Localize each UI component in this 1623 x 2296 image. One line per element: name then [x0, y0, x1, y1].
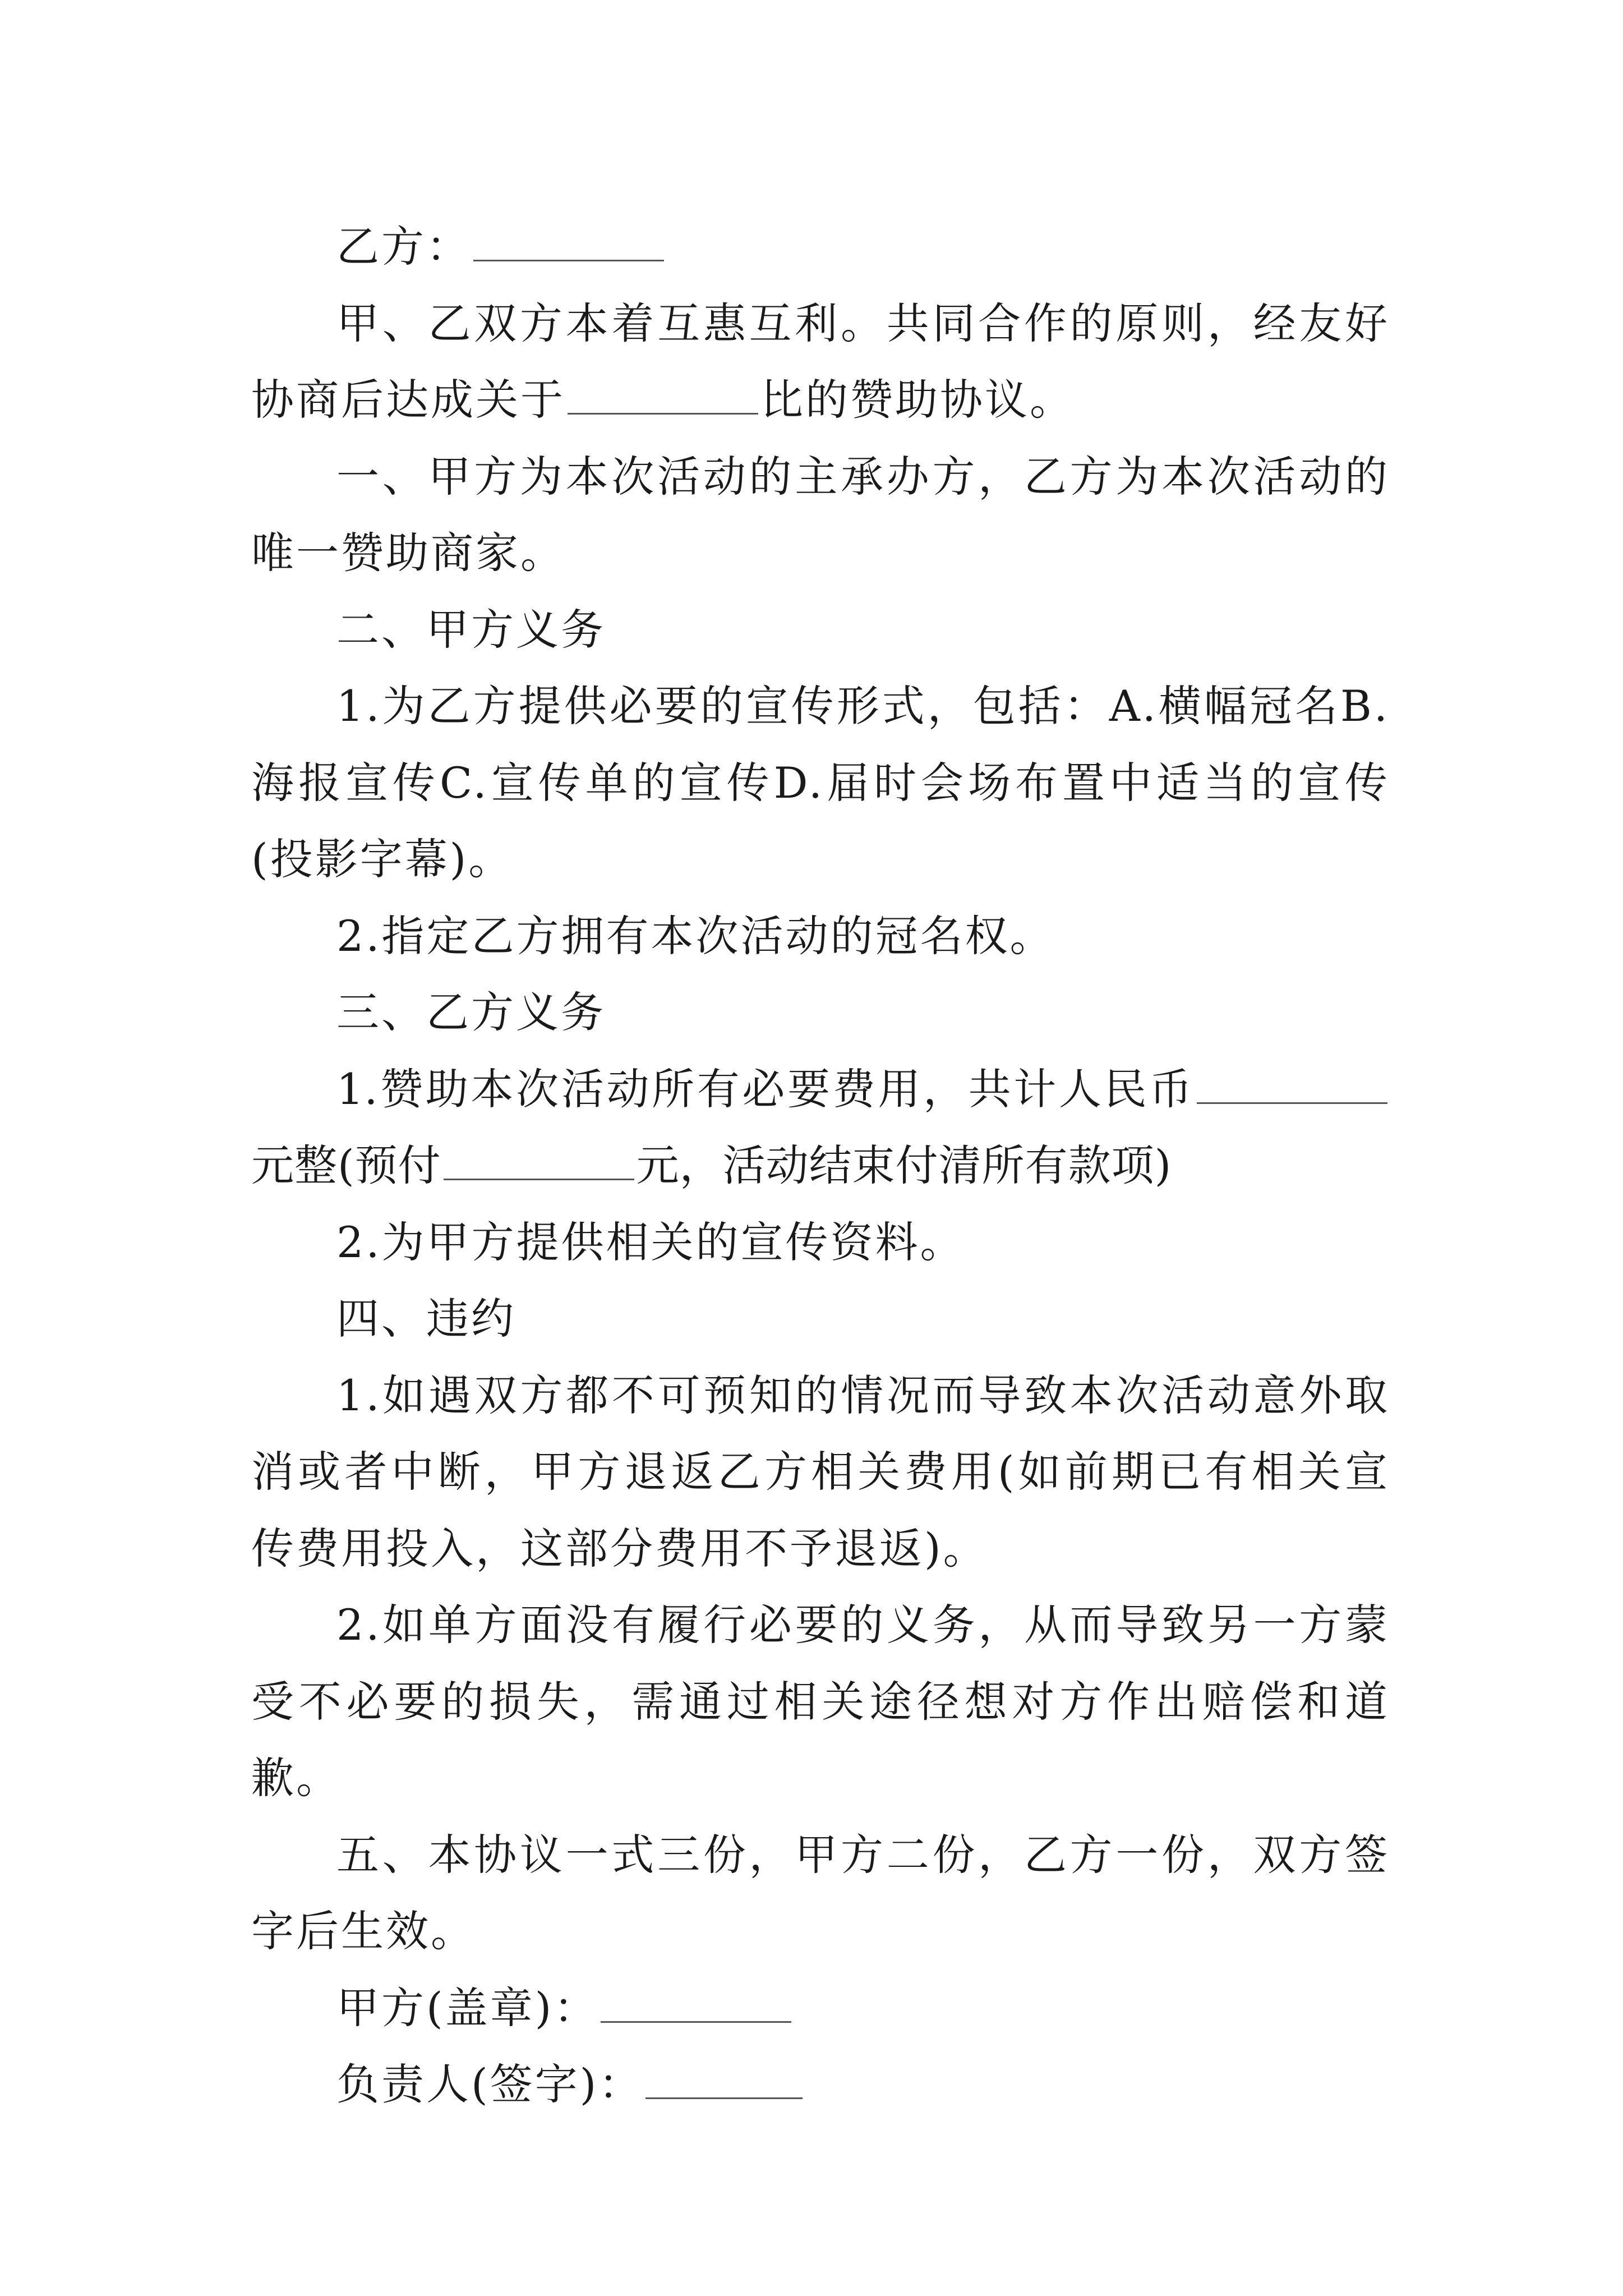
sign-person-line: [251, 2046, 1390, 2123]
total-amount-blank: [1197, 1064, 1387, 1103]
clause-3-1-text-c: 元，活动结束付清所有款项): [636, 1140, 1172, 1190]
clause-3-1-text-b: 元整(预付: [251, 1140, 441, 1190]
sign-party-a-label: 甲方(盖章)：: [336, 1982, 599, 2033]
person-signature-blank: [645, 2059, 803, 2099]
party-b-blank: [473, 222, 664, 261]
clause-2-2: 2.指定乙方拥有本次活动的冠名权。: [336, 910, 1055, 961]
clause-4-1: 1.如遇双方都不可预知的情况而导致本次活动意外取消或者中断，甲方退返乙方相关费用(如前期已有相关宣传费用投入，这部分费用不予退返)。: [251, 1370, 1390, 1573]
clause-4-2: 2.如单方面没有履行必要的义务，从而导致另一方蒙受不必要的损失，需通过相关途径想对方作出赔偿和道歉。: [251, 1600, 1390, 1803]
party-b-line: [251, 209, 1390, 286]
clause-3-1: [251, 1051, 1390, 1204]
party-a-seal-blank: [601, 1982, 791, 2022]
agreement-subject-blank: [568, 375, 758, 415]
intro-text-2: 比的赞助协议。: [760, 375, 1075, 425]
clause-2-1: 1.为乙方提供必要的宣传形式，包括：A.横幅冠名B.海报宣传C.宣传单的宣传D.届时会场布置中适当的宣传(投影字幕)。: [251, 681, 1390, 884]
agreement-body: [251, 209, 1390, 2123]
clause-1: 一、甲方为本次活动的主承办方，乙方为本次活动的唯一赞助商家。: [251, 451, 1390, 578]
heading-party-a-duties: 二、甲方义务: [336, 604, 606, 655]
sign-person-label: 负责人(签字)：: [336, 2059, 644, 2109]
heading-breach: 四、违约: [336, 1294, 516, 1343]
clause-3-1-text-a: 1.赞助本次活动所有必要费用，共计人民币: [336, 1064, 1195, 1114]
party-b-label: 乙方：: [336, 222, 471, 272]
clause-3-2: 2.为甲方提供相关的宣传资料。: [336, 1217, 965, 1267]
clause-5: 五、本协议一式三份，甲方二份，乙方一份，双方签字后生效。: [251, 1829, 1390, 1956]
intro-paragraph: [251, 286, 1390, 439]
heading-party-b-duties: 三、乙方义务: [336, 987, 606, 1037]
intro-text-1: 甲、乙双方本着互惠互利。共同合作的原则，经友好协商后达成关于: [251, 298, 1390, 425]
prepaid-amount-blank: [444, 1140, 634, 1180]
sign-party-a-line: [251, 1970, 1390, 2047]
